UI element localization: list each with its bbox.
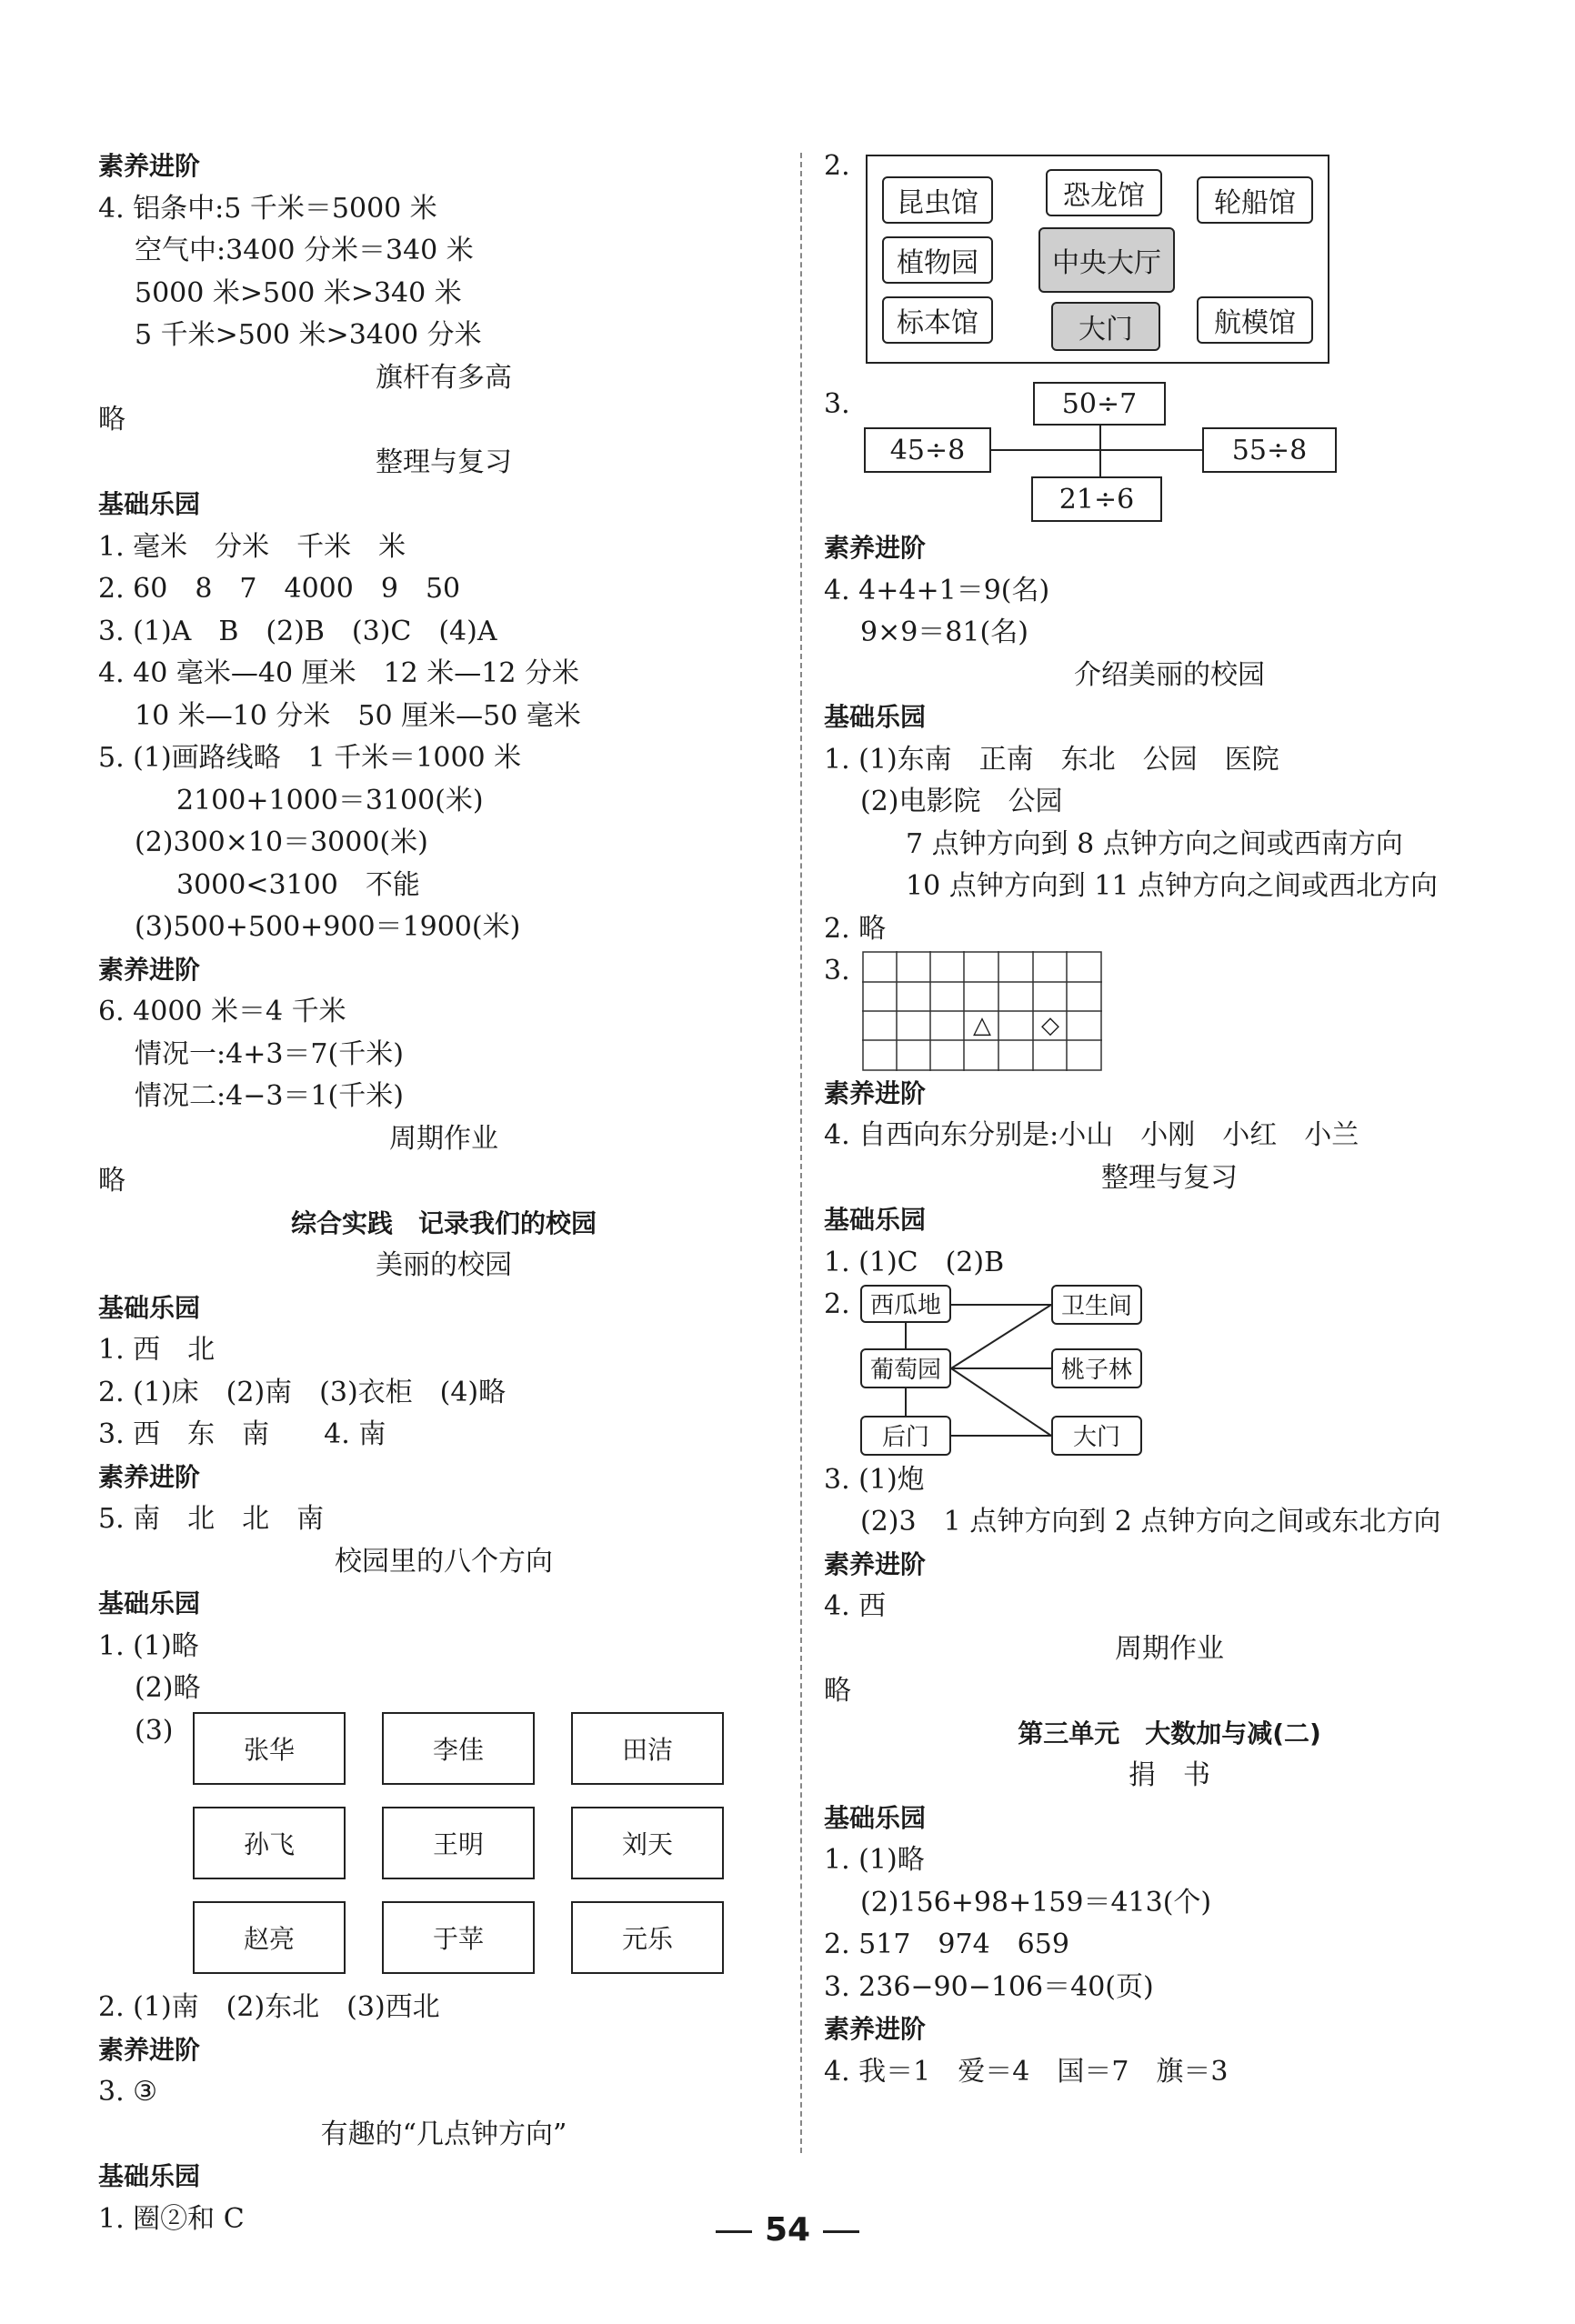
section-heading: 素养进阶 [98, 151, 201, 181]
name-box: 田洁 [571, 1712, 724, 1785]
section-heading: 素养进阶 [824, 2014, 927, 2044]
garden-map [860, 1285, 1515, 1456]
name-box: 张华 [193, 1712, 346, 1785]
garden-node: 桃子林 [1051, 1348, 1142, 1388]
answer-line: 3. 236−90−106＝40(页) [824, 1970, 1154, 2003]
answer-line: 略 [824, 1675, 851, 1707]
division-top: 50÷7 [1033, 382, 1166, 426]
section-heading: 基础乐园 [98, 1292, 201, 1323]
section-heading: 素养进阶 [98, 954, 201, 985]
map-label-central-hall: 中央大厅 [1038, 227, 1175, 293]
position-grid [862, 951, 1515, 1071]
name-box: 赵亮 [193, 1901, 346, 1974]
answer-line: 5 千米>500 米>3400 分米 [135, 319, 482, 351]
section-heading: 综合实践 记录我们的校园 [290, 1207, 597, 1238]
answer-line: 4. 4+4+1＝9(名) [824, 574, 1050, 606]
column-divider [800, 153, 802, 2153]
name-box: 李佳 [382, 1712, 535, 1785]
answer-line: 5. 南 北 北 南 [98, 1503, 325, 1535]
name-box: 刘天 [571, 1807, 724, 1879]
name-box: 王明 [382, 1807, 535, 1879]
answer-line: (2)156+98+159＝413(个) [860, 1886, 1212, 1918]
answer-line: 整理与复习 [376, 446, 512, 478]
garden-node: 大门 [1051, 1416, 1142, 1456]
answer-line: 10 米—10 分米 50 厘米—50 毫米 [135, 699, 581, 732]
map-label: 轮船馆 [1197, 176, 1313, 224]
section-heading: 基础乐园 [824, 1802, 927, 1833]
answer-line: (3)500+500+900＝1900(米) [135, 911, 521, 943]
garden-node: 后门 [860, 1416, 951, 1456]
answer-line: 5000 米>500 米>340 米 [135, 276, 462, 309]
answer-line: 周期作业 [1115, 1632, 1224, 1665]
q3-number: 3. [824, 388, 850, 420]
answer-line: (2)300×10＝3000(米) [135, 826, 428, 858]
section-heading: 第三单元 大数加与减(二) [1018, 1718, 1321, 1748]
name-box: 孙飞 [193, 1807, 346, 1879]
answer-line: 1. (1)C (2)B [824, 1246, 1005, 1278]
answer-line: 5. (1)画路线略 1 千米＝1000 米 [98, 742, 522, 774]
answer-line: 1. 毫米 分米 千米 米 [98, 530, 406, 563]
answer-line: 空气中:3400 分米＝340 米 [135, 235, 474, 266]
answer-line: 3. ③ [98, 2076, 158, 2108]
section-heading: 基础乐园 [98, 2161, 201, 2191]
answer-line: (2)略 [135, 1672, 201, 1704]
section-heading: 素养进阶 [824, 533, 927, 563]
answer-line: 捐 书 [1129, 1759, 1210, 1791]
section-heading: 素养进阶 [98, 1461, 201, 1492]
answer-line: 介绍美丽的校园 [1074, 658, 1265, 691]
map-label: 昆虫馆 [882, 176, 993, 224]
answer-line: 3000<3100 不能 [176, 868, 420, 901]
answer-line: (3) [135, 1714, 174, 1747]
museum-map [866, 155, 1329, 364]
answer-line: 略 [98, 404, 125, 436]
map-label-gate: 大门 [1051, 302, 1160, 351]
name-box: 元乐 [571, 1901, 724, 1974]
map-label: 恐龙馆 [1046, 169, 1162, 216]
answer-line: 4. 40 毫米—40 厘米 12 米—12 分米 [98, 657, 579, 689]
answer-line: 有趣的“几点钟方向” [320, 2118, 567, 2150]
map-label: 航模馆 [1197, 296, 1313, 344]
map-label: 植物园 [882, 236, 993, 284]
section-heading: 基础乐园 [98, 489, 201, 519]
left-answers-continued [98, 1987, 789, 2240]
division-bottom: 21÷6 [1031, 476, 1162, 522]
answer-line: 6. 4000 米＝4 千米 [98, 996, 346, 1027]
section-heading: 基础乐园 [824, 1205, 927, 1235]
triangle-marker: △ [973, 1011, 991, 1039]
answer-line: (2)电影院 公园 [860, 786, 1063, 817]
answer-line: (2)3 1 点钟方向到 2 点钟方向之间或东北方向 [860, 1506, 1441, 1538]
right-answers-3 [824, 1459, 1515, 2094]
division-right: 55÷8 [1202, 427, 1337, 473]
answer-line: 4. 铝条中:5 千米＝5000 米 [98, 192, 437, 225]
right-answers [824, 527, 1515, 993]
answer-line: 3. (1)A B (2)B (3)C (4)A [98, 615, 497, 647]
answer-line: 3. 西 东 南 4. 南 [98, 1418, 386, 1450]
garden-node: 卫生间 [1051, 1285, 1142, 1325]
answer-line: 2. (1)床 (2)南 (3)衣柜 (4)略 [98, 1376, 507, 1408]
section-heading: 素养进阶 [98, 2034, 201, 2065]
answer-line: 1. (1)略 [98, 1629, 199, 1662]
map-label: 标本馆 [882, 296, 993, 344]
answer-line: 10 点钟方向到 11 点钟方向之间或西北方向 [906, 870, 1438, 902]
answer-line: 2. (1)南 (2)东北 (3)西北 [98, 1991, 440, 2023]
answer-line: 2. 60 8 7 4000 9 50 [98, 573, 461, 605]
answer-line: 周期作业 [389, 1122, 498, 1155]
answer-line: 1. (1)东南 正南 东北 公园 医院 [824, 743, 1279, 776]
answer-line: 3. [824, 955, 850, 987]
page-number-text: 54 [764, 2211, 811, 2249]
answer-line: 4. 西 [824, 1590, 887, 1622]
answer-line: 3. (1)炮 [824, 1463, 925, 1496]
section-heading: 基础乐园 [824, 702, 927, 732]
answer-line: 情况二:4−3＝1(千米) [135, 1080, 404, 1112]
division-diagram [864, 382, 1337, 527]
name-box: 于苹 [382, 1901, 535, 1974]
answer-line: 1. 西 北 [98, 1334, 216, 1366]
names-grid [193, 1712, 789, 1979]
answer-line: 旗杆有多高 [376, 361, 512, 394]
section-heading: 基础乐园 [98, 1588, 201, 1618]
diamond-marker: ◇ [1041, 1011, 1059, 1039]
answer-line: 略 [98, 1165, 125, 1197]
section-heading: 素养进阶 [824, 1548, 927, 1579]
left-answers [98, 145, 789, 1752]
answer-line: 2100+1000＝3100(米) [176, 784, 484, 816]
garden-node: 西瓜地 [860, 1285, 951, 1323]
answer-line: 校园里的八个方向 [335, 1545, 553, 1578]
answer-line: 整理与复习 [1101, 1161, 1238, 1194]
answer-line: 7 点钟方向到 8 点钟方向之间或西南方向 [906, 827, 1403, 860]
section-heading: 素养进阶 [824, 1077, 927, 1108]
answer-line: 美丽的校园 [376, 1249, 512, 1281]
answer-line: 2. 517 974 659 [824, 1928, 1069, 1960]
answer-line: 4. 自西向东分别是:小山 小刚 小红 小兰 [824, 1119, 1359, 1151]
answer-line: 情况一:4+3＝7(千米) [135, 1037, 404, 1070]
answer-line: 1. (1)略 [824, 1844, 925, 1876]
answer-line: 9×9＝81(名) [860, 616, 1028, 648]
answer-line: 2. 略 [824, 912, 887, 945]
answer-line: 2. [824, 1288, 850, 1320]
page-number [0, 2211, 1575, 2249]
garden-node: 葡萄园 [860, 1348, 951, 1388]
answer-line: 1. 圈②和 C [98, 2202, 245, 2235]
division-left: 45÷8 [864, 427, 991, 473]
left-column [98, 145, 789, 2240]
q2-number: 2. [824, 150, 850, 182]
answer-line: 4. 我＝1 爱＝4 国＝7 旗＝3 [824, 2055, 1229, 2088]
